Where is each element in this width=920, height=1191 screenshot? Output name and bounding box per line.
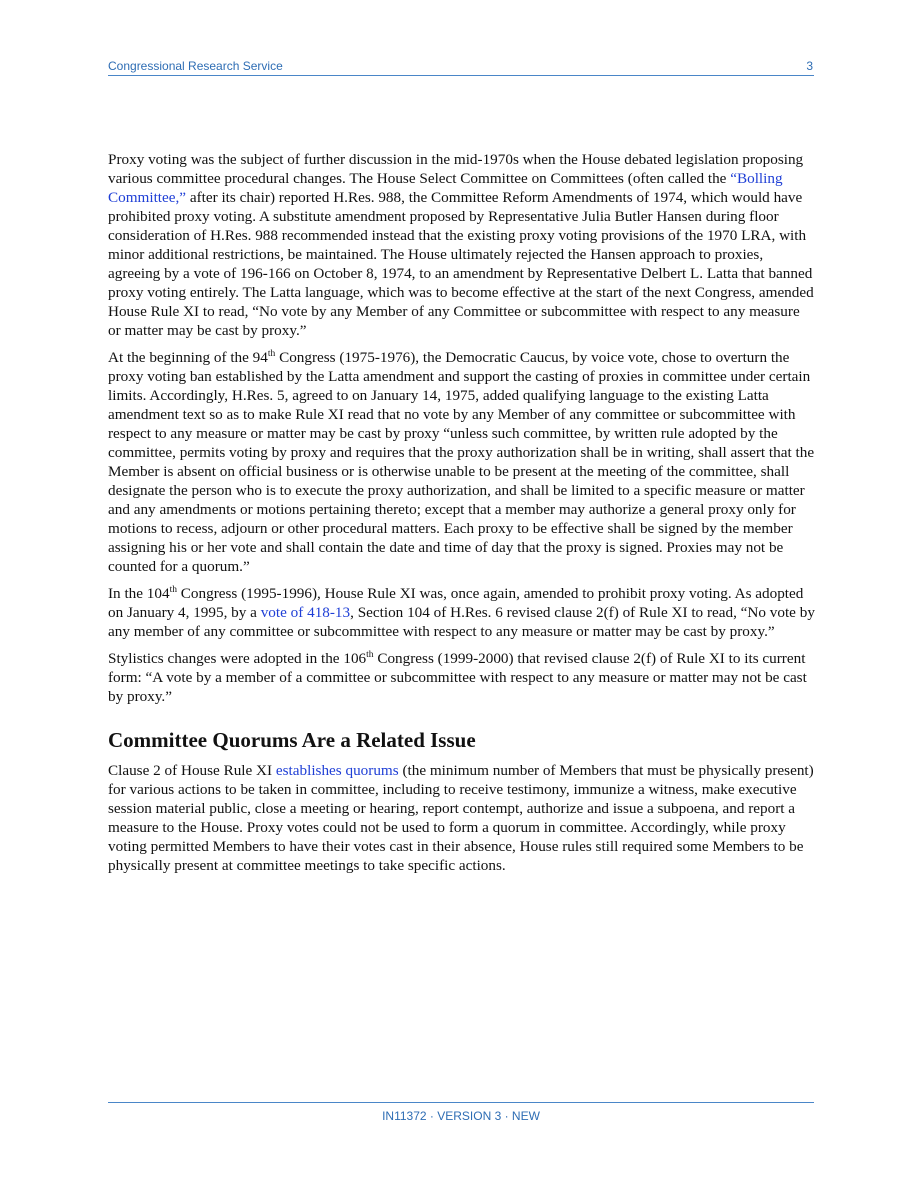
page-number: 3 (806, 59, 813, 73)
bolling-committee-link[interactable]: “Bolling Committee,” (108, 170, 783, 206)
paragraph-106th-congress (108, 649, 816, 706)
section-heading: Committee Quorums Are a Related Issue (108, 728, 476, 752)
paragraph-text: In the 104 (108, 585, 170, 602)
paragraph-text: , Section 104 of H.Res. 6 revised clause 2(f) of Rule XI to read, “No vote by any member of any committee or subcommittee with respect to any measure or matter may be cast by proxy.” (108, 604, 815, 640)
paragraph-text: Congress (1995-1996), House Rule XI was, once again, amended to prohibit proxy voting. As adopted on January 4, 1995, by a (108, 585, 804, 621)
paragraph-104th-congress (108, 584, 816, 641)
paragraph-text: Congress (1999-2000) that revised clause 2(f) of Rule XI to its current form: “A vote by a member of a committee or subcommittee with respect to any measure or matter may not be cast by proxy.” (108, 650, 807, 705)
paragraph-94th-congress (108, 348, 816, 576)
paragraph-text: after its chair) reported H.Res. 988, the Committee Reform Amendments of 1974, which would have prohibited proxy voting. A substitute amendment proposed by Representative Julia Butler Hansen during floor consideration of H.Res. 988 recommended instead that the existing proxy voting provisions of the 1970 LRA, with minor additional restrictions, be maintained. The House ultimately rejected the Hansen approach to proxies, agreeing by a vote of 196-166 on October 8, 1974, to an amendment by Representative Delbert L. Latta that banned proxy voting entirely. The Latta language, which was to become effective at the start of the next Congress, amended House Rule XI to read, “No vote by any Member of any Committee or subcommittee with respect to any measure or matter may be cast by proxy.” (108, 189, 814, 339)
establishes-quorums-link[interactable]: establishes quorums (275, 762, 399, 779)
paragraph-text: Clause 2 of House Rule XI (108, 762, 276, 779)
ordinal-suffix: th (366, 649, 374, 660)
ordinal-suffix: th (267, 348, 276, 359)
paragraph-text: Congress (1975-1976), the Democratic Caucus, by voice vote, chose to overturn the proxy voting ban established by the Latta amendment and support the casting of proxies in committee under certain limits. Accordingly, H.Res. 5, agreed to on January 14, 1975, added qualifying language to the existing Latta amendment text so as to make Rule XI read that no vote by any Member of any committee or subcommittee with respect to any measure or matter may be cast by proxy “unless such committee, by written rule adopted by the committee, permits voting by proxy and requires that the proxy authorization shall be in writing, shall assert that the Member is absent on official business or is otherwise unable to be present at the meeting of the committee, shall designate the person who is to execute the proxy authorization, and shall be limited to a specific measure or matter and any amendments or motions pertaining thereto; except that a member may authorize a general proxy only for motions to recess, adjourn or other procedural matters. Each proxy to be effective shall be signed by the member assigning his or her vote and shall contain the date and time of day that the proxy is signed. Proxies may not be counted for a quorum.” (108, 349, 815, 575)
ordinal-suffix: th (169, 584, 177, 595)
paragraph-committee-quorums (108, 761, 816, 875)
paragraph-text: Proxy voting was the subject of further discussion in the mid-1970s when the House debated legislation proposing various committee procedural changes. The House Select Committee on Committees (often called the (108, 151, 804, 187)
header-publisher: Congressional Research Service (108, 59, 283, 73)
document-body (108, 150, 816, 883)
paragraph-text: (the minimum number of Members that must be physically present) for various actions to be taken in committee, including to receive testimony, immunize a witness, make executive session material public, close a meeting or hearing, report contempt, authorize and issue a subpoena, and report a measure to the House. Proxy votes could not be used to form a quorum in committee. Accordingly, while proxy voting permitted Members to have their votes cast in their absence, House rules still required some Members to be physically present at committee meetings to take specific actions. (108, 762, 814, 874)
page-footer (108, 1102, 814, 1123)
paragraph-text: Stylistics changes were adopted in the 106 (108, 650, 367, 667)
paragraph-bolling-committee (108, 150, 816, 340)
vote-418-13-link[interactable]: vote of 418-13 (260, 604, 351, 621)
page-header (108, 58, 814, 76)
footer-document-id: IN11372 · VERSION 3 · NEW (382, 1109, 540, 1123)
paragraph-text: At the beginning of the 94 (108, 349, 268, 366)
